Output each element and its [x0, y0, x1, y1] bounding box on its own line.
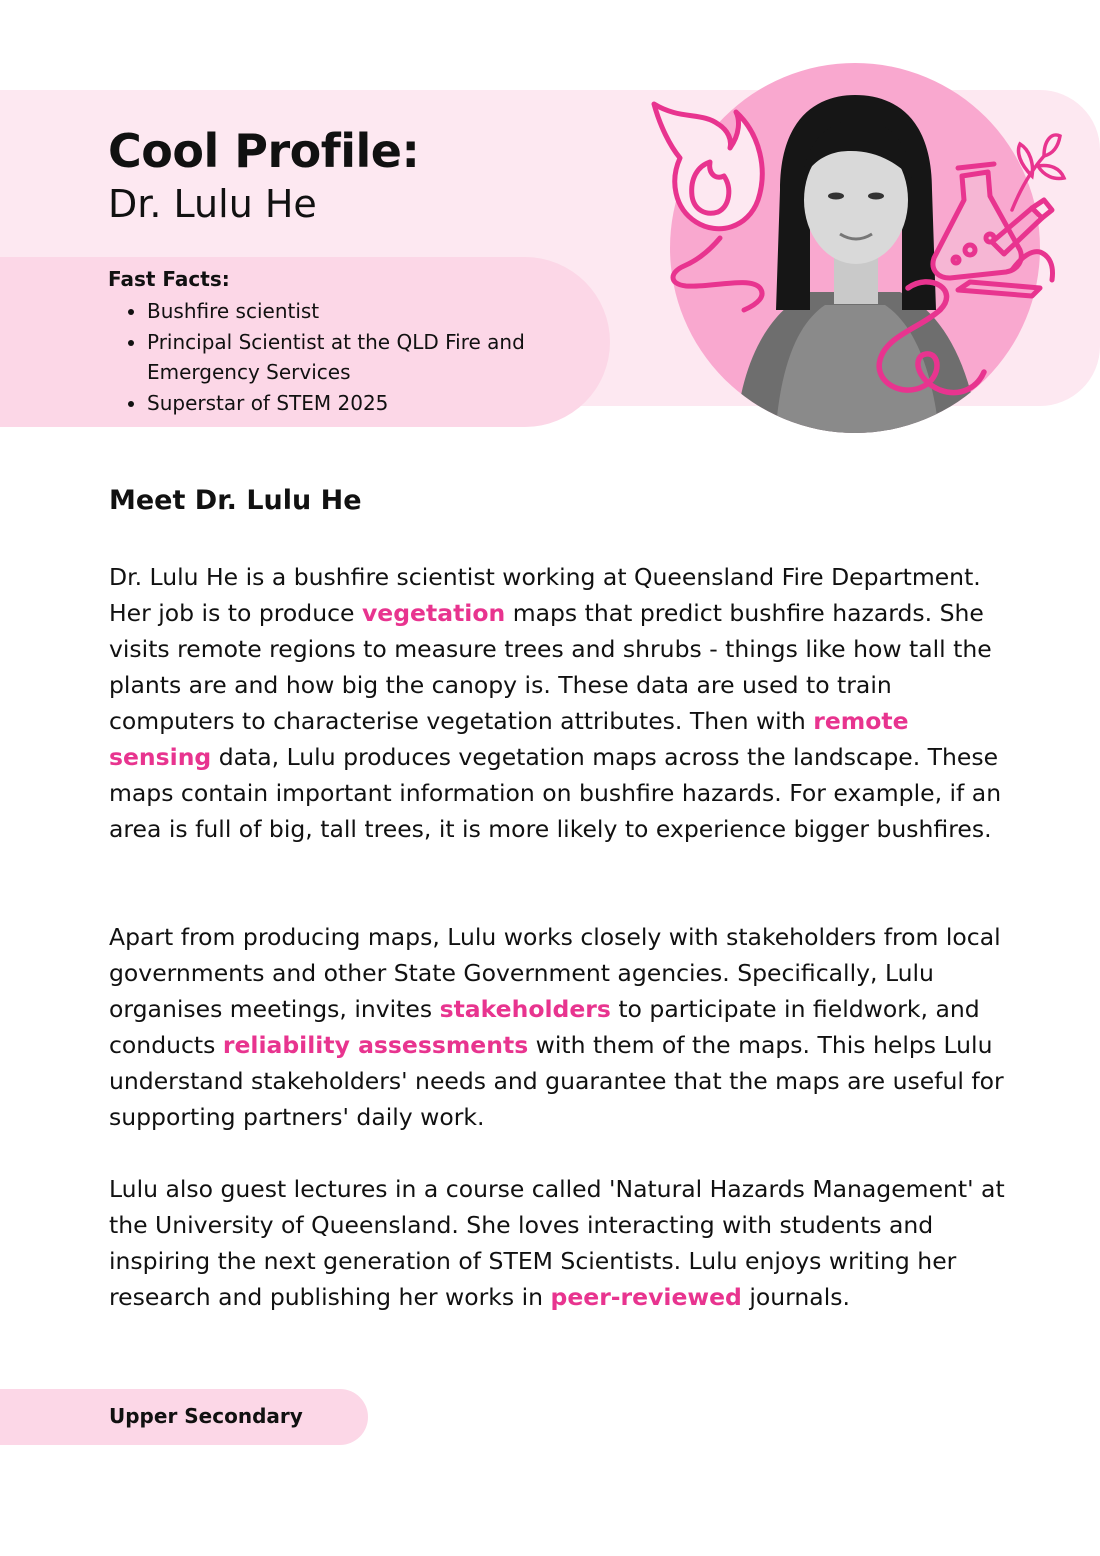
paragraph-3	[109, 1171, 1009, 1315]
paragraph-text: maps that predict bushfire hazards. She visits remote regions to measure trees and shrubs - things like how tall the plants are and how big the canopy is. These data are used to train computers to characterise vegetation attributes. Then with	[109, 599, 992, 735]
paragraph-text: Lulu also guest lectures in a course called 'Natural Hazards Management' at the University of Queensland. She loves interacting with students and inspiring the next generation of STEM Scientists. Lulu enjoys writing her research and publishing her works in	[109, 1175, 1005, 1311]
paragraph-text: to participate in fieldwork, and conducts	[109, 995, 980, 1059]
paragraph-text: data, Lulu produces vegetation maps across the landscape. These maps contain important information on bushfire hazards. For example, if an area is full of big, tall trees, it is more likely to experience bigger bushfires.	[109, 743, 1002, 843]
fast-fact-item: • Superstar of STEM 2025	[147, 388, 577, 419]
highlight-term: stakeholders	[439, 995, 611, 1023]
fast-facts-title: Fast Facts:	[108, 267, 230, 291]
paragraph-text: with them of the maps. This helps Lulu understand stakeholders' needs and guarantee that the maps are useful for supporting partners' daily work.	[109, 1031, 1004, 1131]
fast-fact-item: • Principal Scientist at the QLD Fire and Emergency Services	[147, 327, 577, 388]
level-label: Upper Secondary	[109, 1404, 303, 1428]
paragraph-1	[109, 559, 1009, 847]
page-title: Cool Profile:	[108, 124, 420, 178]
fast-fact-item: • Bushfire scientist	[147, 296, 577, 327]
section-heading: Meet Dr. Lulu He	[109, 485, 362, 516]
profile-name: Dr. Lulu He	[108, 182, 317, 226]
highlight-term: peer-reviewed	[550, 1283, 742, 1311]
profile-photo	[640, 60, 1080, 440]
profile-photo-area	[640, 60, 1080, 440]
highlight-term: reliability assessments	[222, 1031, 529, 1059]
fast-facts-list	[108, 296, 577, 418]
highlight-term: remote sensing	[109, 707, 909, 771]
highlight-term: vegetation	[361, 599, 506, 627]
paragraph-text: Dr. Lulu He is a bushfire scientist working at Queensland Fire Department. Her job is to produce	[109, 563, 981, 627]
paragraph-text: journals.	[741, 1283, 850, 1311]
paragraph-2	[109, 919, 1009, 1135]
paragraph-text: Apart from producing maps, Lulu works closely with stakeholders from local governments and other State Government agencies. Specifically, Lulu organises meetings, invites	[109, 923, 1001, 1023]
